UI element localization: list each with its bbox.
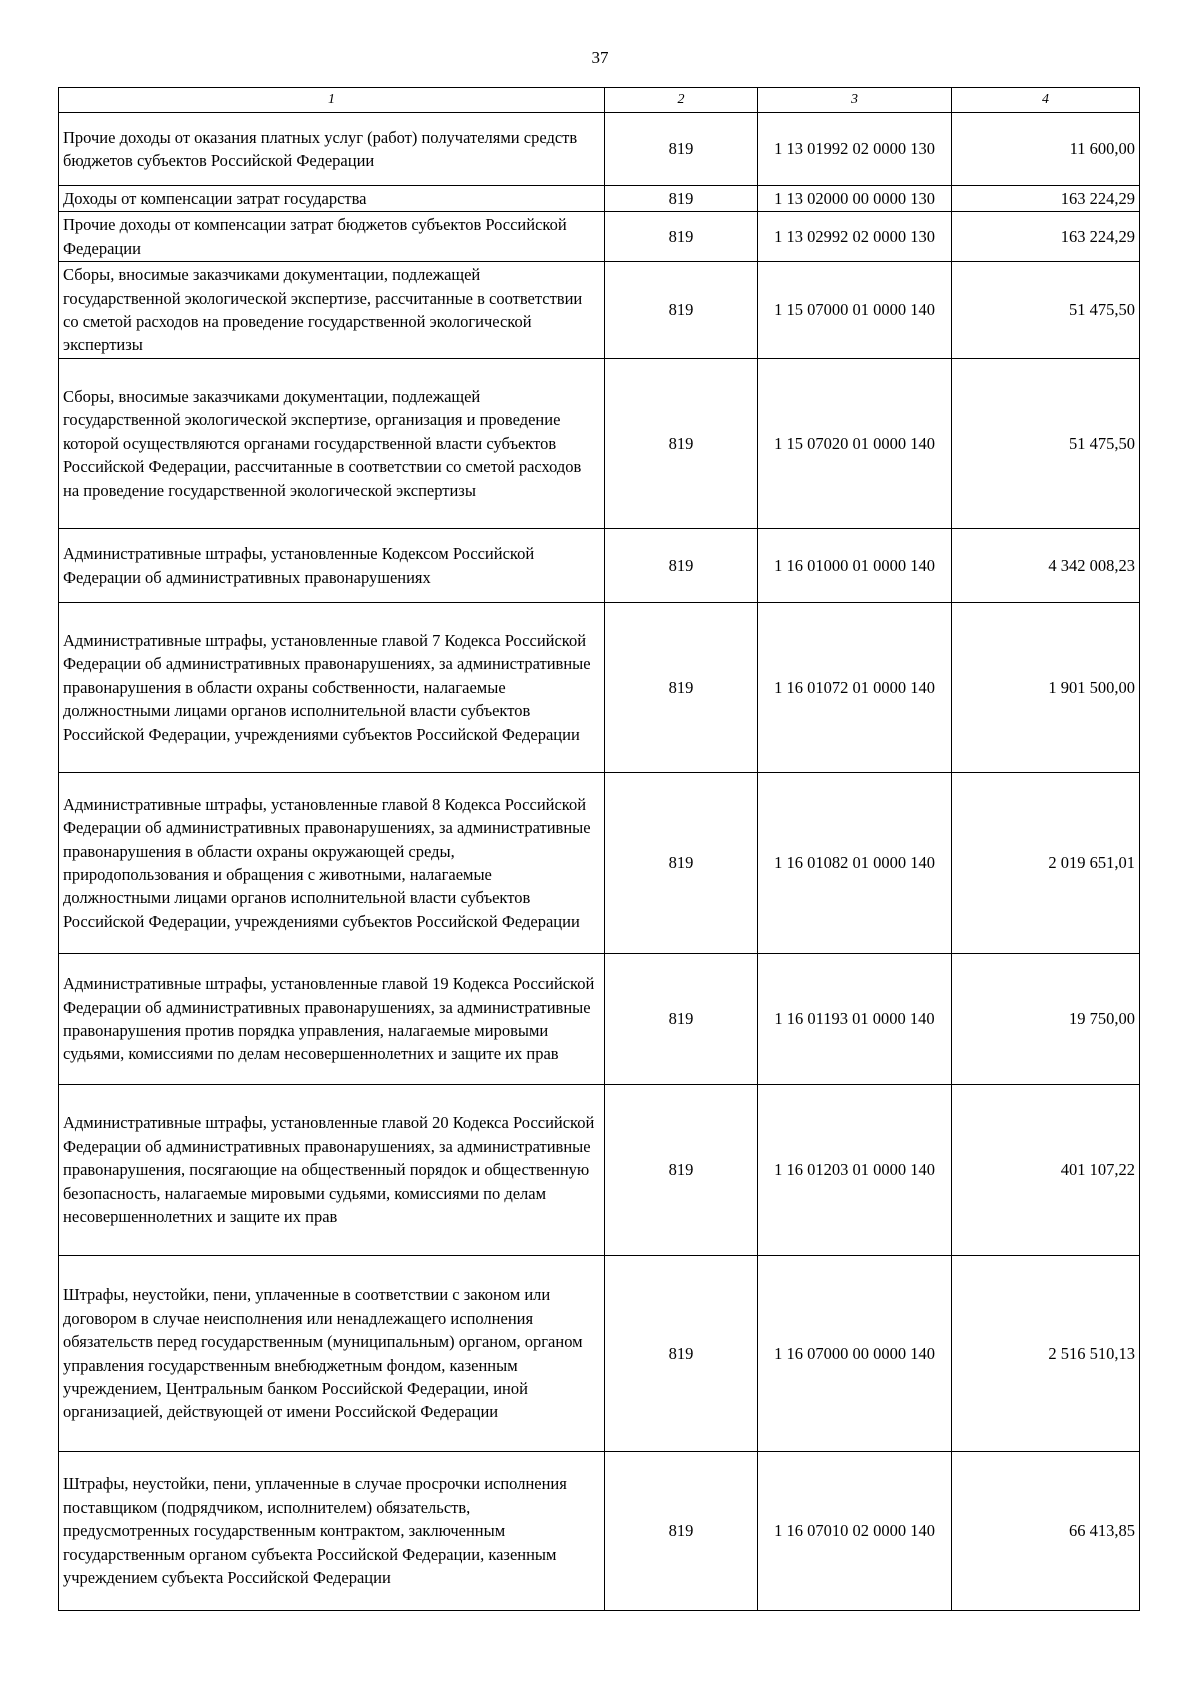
row-budget-code: 1 13 02992 02 0000 130 (758, 212, 952, 262)
row-description: Доходы от компенсации затрат государства (59, 186, 605, 212)
table-row (59, 1256, 1140, 1452)
row-amount: 4 342 008,23 (952, 529, 1140, 603)
row-budget-code: 1 16 01203 01 0000 140 (758, 1085, 952, 1256)
row-amount: 163 224,29 (952, 186, 1140, 212)
table-row (59, 1085, 1140, 1256)
row-description: Административные штрафы, установленные Кодексом Российской Федерации об административных правонарушениях (59, 529, 605, 603)
row-budget-code: 1 16 07010 02 0000 140 (758, 1452, 952, 1611)
row-description: Прочие доходы от компенсации затрат бюджетов субъектов Российской Федерации (59, 212, 605, 262)
row-description: Административные штрафы, установленные главой 20 Кодекса Российской Федерации об административных правонарушениях, за административные правонарушения, посягающие на общественный порядок и общественную безопасность, налагаемые мировыми судьями, комиссиями по делам несовершеннолетних и защите их прав (59, 1085, 605, 1256)
column-header-1: 1 (59, 88, 605, 113)
row-description: Штрафы, неустойки, пени, уплаченные в случае просрочки исполнения поставщиком (подрядчиком, исполнителем) обязательств, предусмотренных государственным контрактом, заключенным государственным органом субъекта Российской Федерации, казенным учреждением субъекта Российской Федерации (59, 1452, 605, 1611)
column-number-row (59, 88, 1140, 113)
row-admin-code: 819 (605, 954, 758, 1085)
table-row (59, 603, 1140, 773)
row-description: Прочие доходы от оказания платных услуг (работ) получателями средств бюджетов субъектов Российской Федерации (59, 113, 605, 186)
table-row (59, 186, 1140, 212)
row-description: Административные штрафы, установленные главой 7 Кодекса Российской Федерации об административных правонарушениях, за административные правонарушения в области охраны собственности, налагаемые должностными лицами органов исполнительной власти субъектов Российской Федерации, учреждениями субъектов Российской Федерации (59, 603, 605, 773)
row-budget-code: 1 15 07000 01 0000 140 (758, 262, 952, 359)
row-admin-code: 819 (605, 186, 758, 212)
row-description: Штрафы, неустойки, пени, уплаченные в соответствии с законом или договором в случае неисполнения или ненадлежащего исполнения обязательств перед государственным (муниципальным) органом, органом управления государственным внебюджетным фондом, казенным учреждением, Центральным банком Российской Федерации, иной организацией, действующей от имени Российской Федерации (59, 1256, 605, 1452)
row-amount: 401 107,22 (952, 1085, 1140, 1256)
row-admin-code: 819 (605, 603, 758, 773)
row-amount: 2 019 651,01 (952, 773, 1140, 954)
row-admin-code: 819 (605, 1256, 758, 1452)
row-amount: 163 224,29 (952, 212, 1140, 262)
table-row (59, 773, 1140, 954)
table-row (59, 262, 1140, 359)
row-description: Административные штрафы, установленные главой 8 Кодекса Российской Федерации об административных правонарушениях, за административные правонарушения в области охраны окружающей среды, природопользования и обращения с животными, налагаемые должностными лицами органов исполнительной власти субъектов Российской Федерации, учреждениями субъектов Российской Федерации (59, 773, 605, 954)
table-row (59, 1452, 1140, 1611)
page-number: 37 (591, 48, 609, 67)
row-budget-code: 1 16 01193 01 0000 140 (758, 954, 952, 1085)
row-budget-code: 1 16 01072 01 0000 140 (758, 603, 952, 773)
column-header-3: 3 (758, 88, 952, 113)
column-header-4: 4 (952, 88, 1140, 113)
row-admin-code: 819 (605, 773, 758, 954)
row-amount: 51 475,50 (952, 262, 1140, 359)
table-row (59, 212, 1140, 262)
row-amount: 2 516 510,13 (952, 1256, 1140, 1452)
row-budget-code: 1 13 01992 02 0000 130 (758, 113, 952, 186)
row-budget-code: 1 16 01082 01 0000 140 (758, 773, 952, 954)
row-admin-code: 819 (605, 529, 758, 603)
row-description: Административные штрафы, установленные главой 19 Кодекса Российской Федерации об административных правонарушениях, за административные правонарушения против порядка управления, налагаемые мировыми судьями, комиссиями по делам несовершеннолетних и защите их прав (59, 954, 605, 1085)
row-budget-code: 1 16 01000 01 0000 140 (758, 529, 952, 603)
row-amount: 1 901 500,00 (952, 603, 1140, 773)
revenue-table (58, 87, 1140, 1611)
row-budget-code: 1 13 02000 00 0000 130 (758, 186, 952, 212)
row-admin-code: 819 (605, 212, 758, 262)
row-description: Сборы, вносимые заказчиками документации, подлежащей государственной экологической экспертизе, организация и проведение которой осуществляются органами государственной власти субъектов Российской Федерации, рассчитанные в соответствии со сметой расходов на проведение государственной экологической экспертизы (59, 359, 605, 529)
row-amount: 51 475,50 (952, 359, 1140, 529)
table-row (59, 359, 1140, 529)
column-header-2: 2 (605, 88, 758, 113)
row-admin-code: 819 (605, 113, 758, 186)
row-amount: 66 413,85 (952, 1452, 1140, 1611)
row-admin-code: 819 (605, 1452, 758, 1611)
row-budget-code: 1 15 07020 01 0000 140 (758, 359, 952, 529)
row-description: Сборы, вносимые заказчиками документации, подлежащей государственной экологической экспертизе, рассчитанные в соответствии со сметой расходов на проведение государственной экологической экспертизы (59, 262, 605, 359)
table-row (59, 954, 1140, 1085)
table-row (59, 113, 1140, 186)
row-admin-code: 819 (605, 1085, 758, 1256)
table-row (59, 529, 1140, 603)
row-admin-code: 819 (605, 262, 758, 359)
row-amount: 11 600,00 (952, 113, 1140, 186)
row-admin-code: 819 (605, 359, 758, 529)
row-amount: 19 750,00 (952, 954, 1140, 1085)
row-budget-code: 1 16 07000 00 0000 140 (758, 1256, 952, 1452)
